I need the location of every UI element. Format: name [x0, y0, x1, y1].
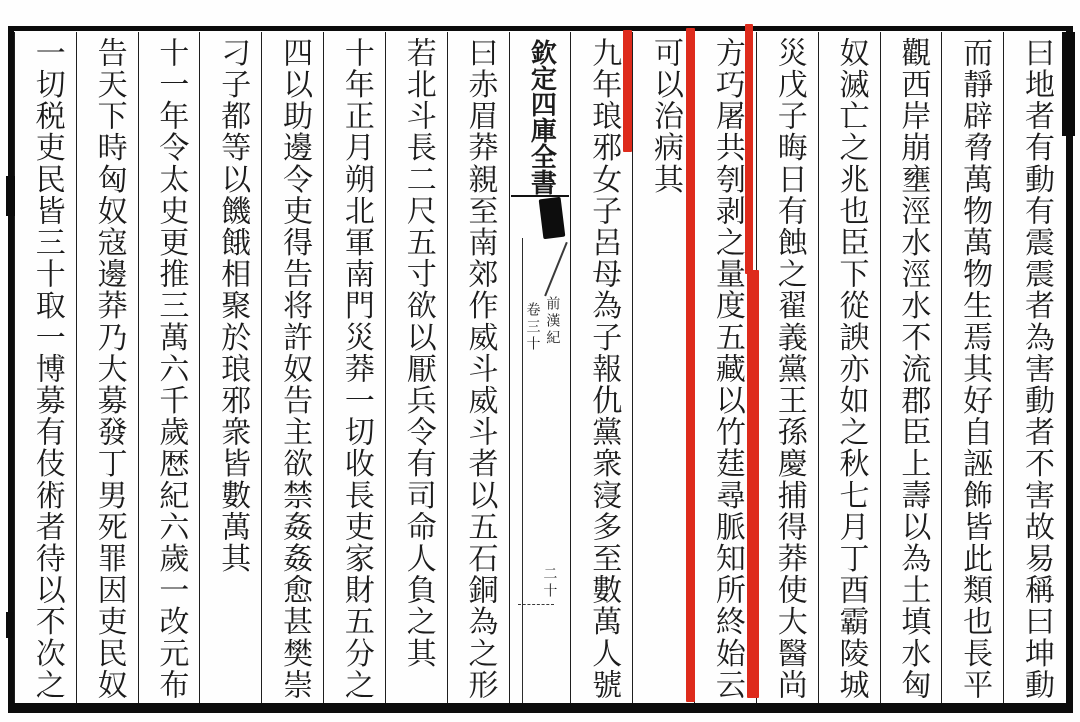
column-text: 災戊子晦日有蝕之翟義黨王孫慶捕得莽使大醫尚	[771, 37, 807, 701]
text-column-15	[76, 32, 138, 703]
text-column-04	[818, 32, 880, 703]
ink-blob-left-upper	[6, 176, 15, 216]
text-column-03	[880, 32, 942, 703]
highlight-bar-right-lower	[747, 270, 759, 698]
column-text: 十一年令太史更推三萬六千歲厯紀六歲一改元布	[153, 37, 189, 701]
text-column-05	[756, 32, 818, 703]
text-column-10	[385, 32, 447, 703]
text-column-07	[632, 32, 694, 703]
text-column-11	[323, 32, 385, 703]
column-text: 若北斗長二尺五寸欲以厭兵令有司命人負之其	[400, 37, 436, 669]
highlight-bar-short	[623, 30, 632, 152]
gutter-column	[509, 32, 571, 703]
text-column-16	[14, 32, 76, 703]
volume-label: 卷三十	[524, 302, 541, 353]
column-text: 曰地者有動有震震者為害動者不害故易稱曰坤動	[1019, 37, 1054, 701]
book-title: 前漢紀	[544, 296, 561, 347]
text-column-13	[199, 32, 261, 703]
crease-line	[544, 242, 567, 296]
highlight-bar-left-long	[686, 28, 695, 702]
series-title: 欽定四庫全書	[511, 39, 570, 197]
text-column-01	[1003, 32, 1065, 703]
page-number-dashed-line	[518, 604, 555, 605]
column-text: 十年正月朔北軍南門災莽一切收長吏家財五分之	[338, 37, 374, 701]
highlight-bar-right-upper	[745, 24, 753, 274]
ink-blob-top-right	[1062, 32, 1075, 136]
column-text: 曰赤眉莽親至南郊作威斗威斗者以五石銅為之形	[462, 37, 498, 701]
text-column-09	[447, 32, 509, 703]
column-text: 告天下時匈奴寇邊莽乃大募發丁男死罪因吏民奴	[91, 37, 127, 701]
column-text: 奴滅亡之兆也臣下從諛亦如之秋七月丁酉霸陵城	[833, 37, 869, 701]
column-text: 而靜辟脅萬物萬物生焉其好自誣飾皆此類也長平	[957, 37, 993, 701]
column-text: 刁子都等以饑餓相聚於琅邪衆皆數萬其	[215, 37, 251, 575]
column-text: 觀西岸崩壅涇水涇水不流郡臣上壽以為土填水匈	[895, 37, 931, 701]
text-column-02	[941, 32, 1003, 703]
column-text: 可以治病其	[648, 37, 684, 195]
column-text: 方巧屠共刳剥之量度五藏以竹莛尋脈知所終始云	[709, 37, 745, 701]
fold-tab-mark	[539, 197, 566, 239]
gutter-inner-line	[522, 238, 524, 703]
column-text: 四以助邊令吏得告将許奴告主欲禁姦姦愈甚樊崇	[277, 37, 313, 701]
column-text: 一切税吏民皆三十取一博募有伎術者待以不次之	[29, 37, 65, 701]
text-column-14	[138, 32, 200, 703]
text-column-12	[261, 32, 323, 703]
page-number: 二十	[541, 566, 558, 600]
text-columns-area	[14, 32, 1065, 703]
ink-blob-left-lower	[6, 612, 14, 638]
column-text: 九年琅邪女子呂母為子報仇黨衆寖多至數萬人號	[586, 37, 622, 701]
